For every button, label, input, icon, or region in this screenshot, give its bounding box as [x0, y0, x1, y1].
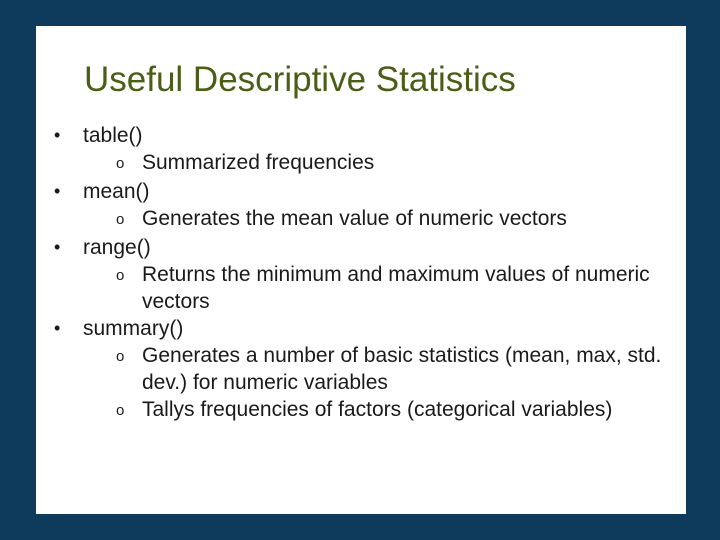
- sub-bullet-list: [83, 205, 567, 234]
- circle-bullet-icon: o: [116, 211, 125, 228]
- bullet-dot-icon: •: [54, 318, 61, 338]
- bullet-dot-icon: •: [54, 237, 61, 257]
- sub-bullet-item: [83, 396, 684, 425]
- bullet-item: [54, 178, 684, 234]
- sub-bullet-text: Generates the mean value of numeric vectors: [142, 207, 567, 230]
- bullet-text: summary(): [83, 317, 184, 340]
- circle-bullet-icon: o: [116, 155, 125, 172]
- bullet-list: [54, 122, 684, 425]
- circle-bullet-icon: o: [116, 267, 125, 284]
- sub-bullet-text: Summarized frequencies: [142, 151, 375, 174]
- circle-bullet-icon: o: [116, 348, 125, 365]
- bullet-text: table(): [83, 124, 143, 147]
- bullet-item: [54, 122, 684, 178]
- bullet-text: range(): [83, 236, 151, 259]
- sub-bullet-text: Tallys frequencies of factors (categorical variables): [142, 398, 613, 421]
- sub-bullet-text: Returns the minimum and maximum values of numeric vectors: [142, 263, 650, 313]
- bullet-text: mean(): [83, 180, 150, 203]
- slide-panel: [36, 26, 686, 514]
- circle-bullet-icon: o: [116, 402, 125, 419]
- bullet-item: [54, 234, 684, 315]
- sub-bullet-item: [83, 149, 374, 178]
- sub-bullet-list: [83, 149, 374, 178]
- bullet-dot-icon: •: [54, 125, 61, 145]
- sub-bullet-item: [83, 261, 684, 315]
- sub-bullet-list: [83, 342, 684, 425]
- sub-bullet-text: Generates a number of basic statistics (mean, max, std. dev.) for numeric variables: [142, 344, 662, 394]
- sub-bullet-item: [83, 205, 567, 234]
- slide-title: Useful Descriptive Statistics: [84, 60, 516, 99]
- bullet-dot-icon: •: [54, 181, 61, 201]
- sub-bullet-list: [83, 261, 684, 315]
- sub-bullet-item: [83, 342, 684, 396]
- bullet-item: [54, 315, 684, 425]
